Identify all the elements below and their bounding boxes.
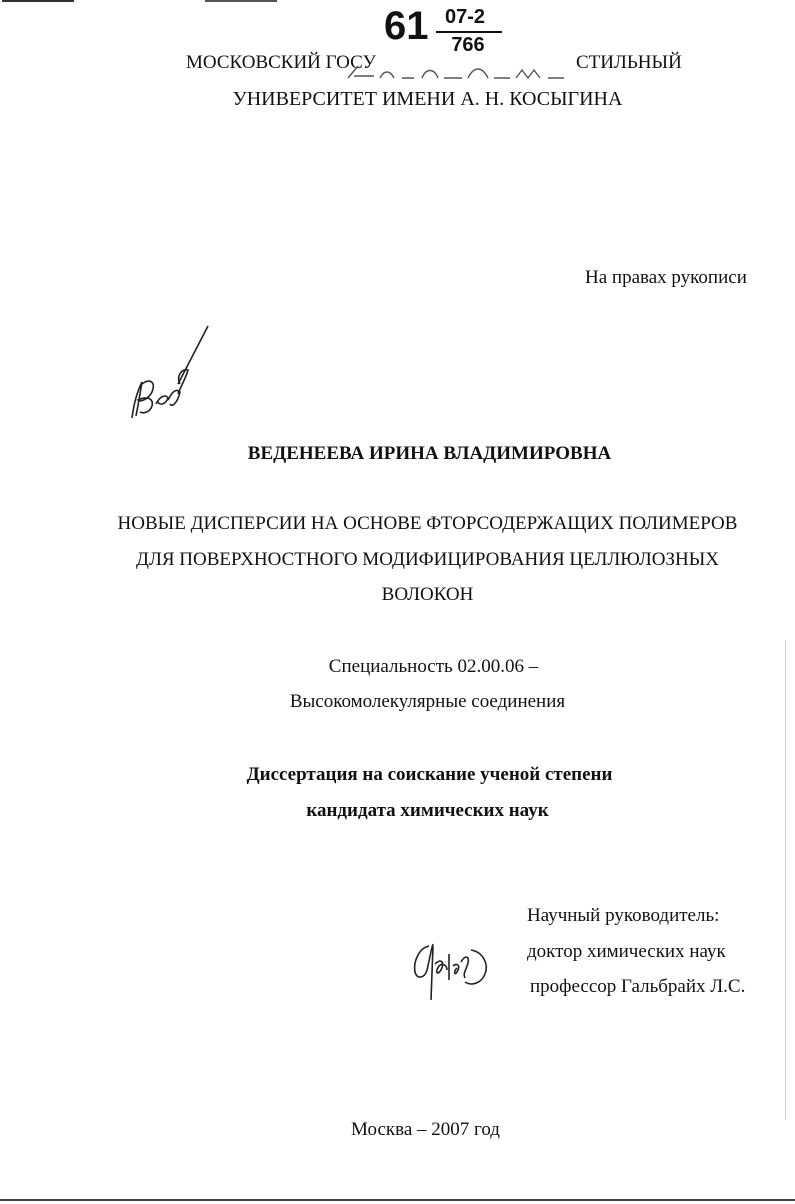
organization-line-1-end: СТИЛЬНЫЙ (576, 52, 682, 73)
supervisor-degree: доктор химических наук (527, 941, 726, 962)
footer-city-year: Москва – 2007 год (351, 1119, 500, 1140)
title-line-3: ВОЛОКОН (381, 584, 474, 605)
library-stamp (384, 4, 514, 56)
rights-note: На правах рукописи (585, 267, 747, 288)
specialty-line-1: Специальность 02.00.06 – (328, 656, 539, 677)
scan-artifact-line (2, 0, 74, 2)
organization-line-1-start: МОСКОВСКИЙ ГОСУ (186, 52, 376, 73)
scan-artifact-line (0, 1199, 795, 1201)
stamp-numerator: 07-2 (444, 6, 486, 28)
stamp-denominator: 766 (451, 34, 485, 56)
dissertation-line-2: кандидата химических наук (306, 800, 549, 821)
author-name: ВЕДЕНЕЕВА ИРИНА ВЛАДИМИРОВНА (247, 443, 612, 464)
title-line-1: НОВЫЕ ДИСПЕРСИИ НА ОСНОВЕ ФТОРСОДЕРЖАЩИХ ПОЛИМЕРОВ (117, 513, 738, 534)
dissertation-line-1: Диссертация на соискание ученой степени (246, 764, 613, 785)
scan-artifact-line (205, 0, 277, 2)
organization-line-2: УНИВЕРСИТЕТ ИМЕНИ А. Н. КОСЫГИНА (232, 88, 623, 110)
handwritten-initials-signature (120, 322, 220, 422)
obscured-text-fragment (344, 58, 584, 82)
stamp-fraction-bar (436, 31, 502, 33)
supervisor-label: Научный руководитель: (527, 905, 720, 926)
supervisor-name: профессор Гальбрайх Л.С. (530, 976, 746, 997)
title-line-2: ДЛЯ ПОВЕРХНОСТНОГО МОДИФИЦИРОВАНИЯ ЦЕЛЛЮЛОЗНЫХ (136, 549, 719, 570)
stamp-code: 61 (384, 4, 429, 48)
supervisor-signature (405, 940, 495, 1004)
specialty-line-2: Высокомолекулярные соединения (289, 691, 566, 712)
